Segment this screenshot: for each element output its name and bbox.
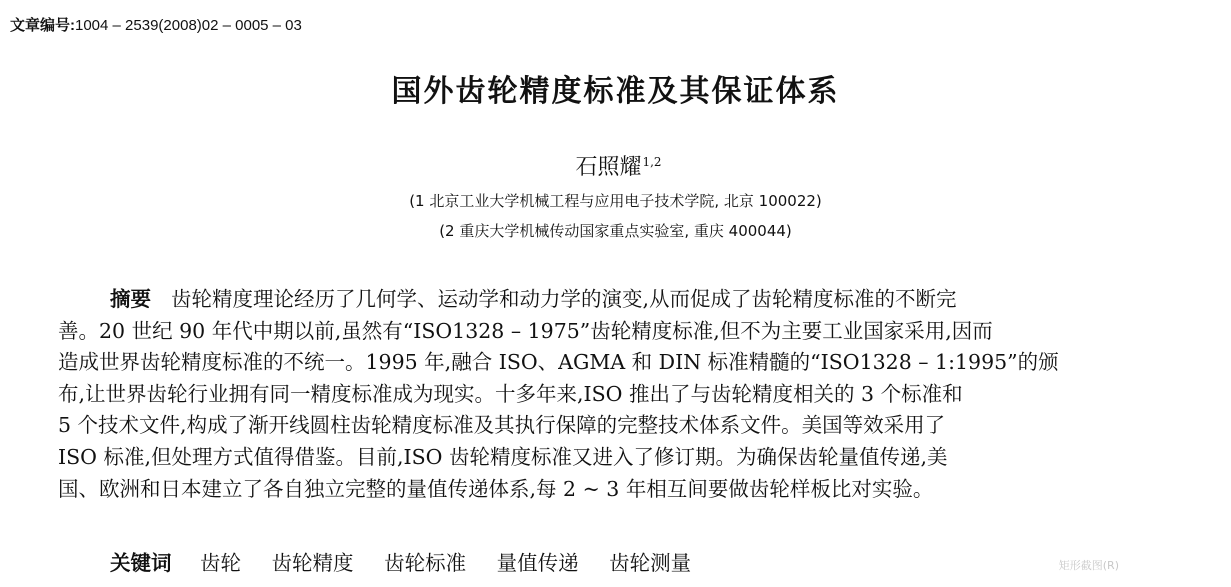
screenshot-watermark: 矩形截图(R) bbox=[1058, 559, 1119, 572]
article-number-label: 文章编号: bbox=[10, 17, 75, 34]
paper-title: 国外齿轮精度标准及其保证体系 bbox=[391, 74, 840, 109]
abstract-line bbox=[58, 284, 1180, 316]
abstract-line: 5 个技术文件,构成了渐开线圆柱齿轮精度标准及其执行保障的完整技术体系文件。美国等效采用了 bbox=[58, 413, 946, 438]
keyword: 齿轮标准 bbox=[384, 551, 467, 575]
affiliation-1: (1 北京工业大学机械工程与应用电子技术学院, 北京 100022) bbox=[409, 192, 822, 210]
keyword: 齿轮精度 bbox=[271, 551, 354, 575]
affiliation-2: (2 重庆大学机械传动国家重点实验室, 重庆 400044) bbox=[439, 222, 792, 240]
author-line bbox=[0, 150, 1231, 181]
keywords bbox=[110, 546, 715, 576]
abstract-line: 国、欧洲和日本建立了各自独立完整的量值传递体系,每 2 ~ 3 年相互间要做齿轮样板比对实验。 bbox=[58, 476, 934, 501]
keyword: 齿轮测量 bbox=[609, 551, 692, 575]
keyword: 量值传递 bbox=[496, 551, 579, 575]
abstract-text: 齿轮精度理论经历了几何学、运动学和动力学的演变,从而促成了齿轮精度标准的不断完 bbox=[171, 287, 957, 311]
keywords-label: 关键词 bbox=[110, 551, 172, 575]
abstract-label: 摘要 bbox=[110, 287, 151, 311]
keyword: 齿轮 bbox=[200, 551, 242, 575]
article-number-value: 1004 – 2539(2008)02 – 0005 – 03 bbox=[75, 17, 302, 34]
abstract-line: 布,让世界齿轮行业拥有同一精度标准成为现实。十多年来,ISO 推出了与齿轮精度相关的 3 个标准和 bbox=[58, 381, 963, 406]
abstract-line: ISO 标准,但处理方式值得借鉴。目前,ISO 齿轮精度标准又进入了修订期。为确保齿轮量值传递,美 bbox=[58, 444, 948, 469]
author-name: 石照耀 bbox=[575, 155, 642, 180]
author-affiliation-marks: 1,2 bbox=[642, 154, 662, 169]
abstract-line: 善。20 世纪 90 年代中期以前,虽然有“ISO1328 – 1975”齿轮精度标准,但不为主要工业国家采用,因而 bbox=[58, 318, 993, 343]
abstract-line: 造成世界齿轮精度标准的不统一。1995 年,融合 ISO、AGMA 和 DIN 标准精髓的“ISO1328 – 1:1995”的颁 bbox=[58, 350, 1059, 375]
article-number bbox=[10, 14, 302, 35]
abstract bbox=[58, 284, 1180, 505]
